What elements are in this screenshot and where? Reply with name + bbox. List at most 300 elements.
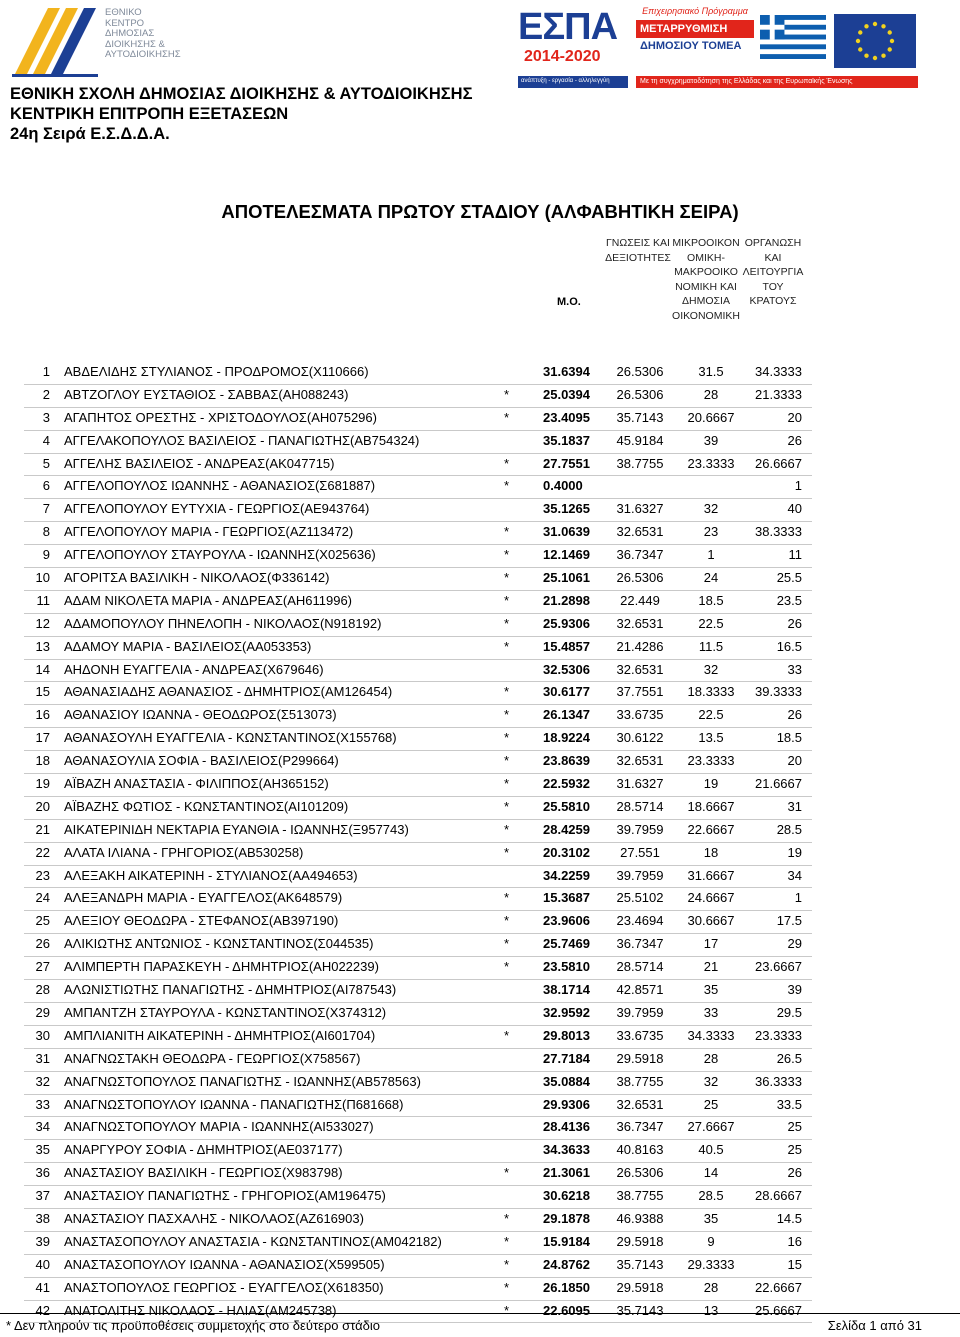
table-row: [24, 934, 812, 957]
eu-star-icon: [873, 22, 877, 26]
table-row: [24, 1232, 812, 1255]
column-header-line: ΝΟΜΙΚΗ ΚΑΙ: [675, 280, 737, 293]
row-number: 24: [35, 890, 50, 906]
score-state-organization: 20: [787, 409, 802, 425]
row-number: 14: [35, 661, 50, 677]
score-state-organization: 17.5: [776, 913, 802, 929]
logo-text-line: ΚΕΝΤΡΟ: [105, 17, 145, 29]
table-row: [24, 591, 812, 614]
score-state-organization: 16: [787, 1233, 802, 1249]
score-knowledge-skills: 25.5102: [616, 890, 664, 906]
row-number: 1: [42, 364, 50, 379]
row-number: 4: [42, 432, 50, 448]
column-header-line: ΚΡΑΤΟΥΣ: [749, 295, 797, 307]
score-economics-law: 24: [703, 570, 719, 586]
column-header-g2: [670, 236, 742, 323]
row-number: 40: [35, 1256, 50, 1272]
row-number: 15: [35, 684, 50, 700]
cofinance-strip: Με τη συγχρηματοδότηση της Ελλάδας και της Ευρωπαϊκής Ένωσης: [636, 76, 918, 88]
score-state-organization: 15: [787, 1256, 802, 1272]
espa-banner: [516, 6, 918, 90]
average-score: 25.0394: [543, 386, 590, 402]
eu-star-icon: [881, 24, 885, 28]
score-state-organization: 36.3333: [755, 1073, 802, 1089]
score-economics-law: 35: [703, 1210, 719, 1226]
row-number: 8: [42, 524, 50, 540]
average-score: 28.4259: [543, 821, 590, 837]
average-score: 31.0639: [543, 524, 590, 540]
score-state-organization: 11: [788, 547, 802, 563]
candidate-name: ΑΝΑΓΝΩΣΤΟΠΟΥΛΟΣ ΠΑΝΑΓΙΩΤΗΣ - ΙΩΑΝΝΗΣ(ΑΒ578563): [64, 1073, 421, 1089]
score-economics-law: 14: [703, 1165, 719, 1181]
score-knowledge-skills: 23.4694: [616, 913, 664, 929]
score-economics-law: 18.6667: [687, 798, 735, 814]
candidate-name: ΑΓΓΕΛΟΠΟΥΛΟΥ ΜΑΡΙΑ - ΓΕΩΡΓΙΟΣ(ΑΖ113472): [64, 524, 354, 540]
score-economics-law: 32: [703, 1073, 719, 1089]
average-score: 15.3687: [543, 890, 590, 906]
row-number: 29: [35, 1004, 50, 1020]
average-score: 26.1850: [543, 1279, 590, 1295]
score-economics-law: 21: [703, 959, 719, 975]
score-state-organization: 39: [787, 982, 802, 998]
row-number: 22: [35, 844, 50, 860]
score-economics-law: 28: [703, 1279, 719, 1295]
average-score: 15.9184: [543, 1233, 590, 1249]
series-name: 24η Σειρά Ε.Σ.Δ.Δ.Α.: [10, 125, 170, 143]
score-knowledge-skills: 26.5306: [616, 1165, 664, 1181]
average-score: 30.6177: [543, 684, 590, 700]
average-score: 23.9606: [543, 913, 590, 929]
ineligible-mark: *: [504, 638, 510, 654]
score-knowledge-skills: 37.7551: [616, 684, 664, 700]
ineligible-mark: *: [504, 547, 510, 563]
ineligible-mark: *: [504, 730, 510, 746]
score-state-organization: 40: [787, 501, 802, 517]
average-score: 34.2259: [543, 867, 590, 883]
candidate-name: ΑΔΑΜΟΠΟΥΛΟΥ ΠΗΝΕΛΟΠΗ - ΝΙΚΟΛΑΟΣ(Ν918192): [64, 615, 382, 631]
table-row: [24, 568, 812, 591]
column-header-line: ΜΙΚΡΟΟΙΚΟΝ: [672, 237, 740, 249]
row-number: 36: [35, 1165, 50, 1181]
table-row: [24, 1255, 812, 1278]
row-number: 26: [35, 936, 50, 952]
table-row: [24, 660, 812, 683]
table-row: [24, 522, 812, 545]
score-knowledge-skills: 36.7347: [616, 1119, 664, 1135]
ineligible-mark: *: [504, 1256, 510, 1272]
row-number: 33: [35, 1096, 50, 1112]
row-number: 23: [35, 867, 50, 883]
average-score: 30.6218: [543, 1188, 590, 1204]
table-row: [24, 1209, 812, 1232]
score-knowledge-skills: 33.6735: [616, 1027, 664, 1043]
candidate-name: ΑΗΔΟΝΗ ΕΥΑΓΓΕΛΙΑ - ΑΝΔΡΕΑΣ(Χ679646): [64, 661, 324, 677]
average-score: 23.4095: [543, 409, 590, 425]
score-knowledge-skills: 29.5918: [616, 1050, 664, 1066]
score-economics-law: 23: [703, 524, 719, 540]
row-number: 6: [42, 478, 50, 494]
table-row: [24, 362, 812, 385]
table-row: [24, 1072, 812, 1095]
score-economics-law: 20.6667: [687, 409, 735, 425]
footer-divider: [0, 1313, 960, 1314]
table-row: [24, 499, 812, 522]
candidate-name: ΑΘΑΝΑΣΙΑΔΗΣ ΑΘΑΝΑΣΙΟΣ - ΔΗΜΗΤΡΙΟΣ(ΑΜ126454): [64, 684, 393, 700]
score-economics-law: 40.5: [698, 1142, 724, 1158]
score-state-organization: 26: [787, 1165, 802, 1181]
average-score: 22.6095: [543, 1302, 590, 1318]
score-knowledge-skills: 35.7143: [616, 1302, 664, 1318]
candidate-name: ΑΙΚΑΤΕΡΙΝΙΔΗ ΝΕΚΤΑΡΙΑ ΕΥΑΝΘΙΑ - ΙΩΑΝΝΗΣ(Ξ957743): [64, 821, 409, 837]
score-economics-law: 18.5: [698, 592, 724, 608]
score-state-organization: 26: [787, 615, 802, 631]
candidate-name: ΑΝΑΣΤΑΣΙΟΥ ΠΑΣΧΑΛΗΣ - ΝΙΚΟΛΑΟΣ(ΑΖ616903): [64, 1210, 364, 1226]
row-number: 7: [42, 501, 50, 517]
candidate-name: ΑΓΓΕΛΟΠΟΥΛΟΥ ΕΥΤΥΧΙΑ - ΓΕΩΡΓΙΟΣ(ΑΕ943764): [64, 501, 370, 517]
score-economics-law: 28: [703, 1050, 719, 1066]
logo-text-line: ΑΥΤΟΔΙΟΙΚΗΣΗΣ: [105, 49, 181, 60]
score-knowledge-skills: 32.6531: [616, 753, 664, 769]
score-state-organization: 33.5: [776, 1096, 802, 1112]
score-knowledge-skills: 38.7755: [616, 455, 664, 471]
ineligible-mark: *: [504, 1302, 510, 1318]
ineligible-mark: *: [504, 1027, 510, 1043]
ineligible-mark: *: [504, 570, 510, 586]
ineligible-mark: *: [504, 821, 510, 837]
score-state-organization: 28.6667: [755, 1188, 802, 1204]
candidate-name: ΑΛΙΚΙΩΤΗΣ ΑΝΤΩΝΙΟΣ - ΚΩΝΣΤΑΝΤΙΝΟΣ(Σ044535): [64, 936, 374, 952]
score-state-organization: 25.5: [776, 570, 802, 586]
row-number: 42: [35, 1302, 50, 1318]
table-row: [24, 637, 812, 660]
eu-star-icon: [881, 54, 885, 58]
average-score: 24.8762: [543, 1256, 590, 1272]
average-score: 20.3102: [543, 844, 590, 860]
table-row: [24, 1003, 812, 1026]
score-economics-law: 39: [703, 432, 719, 448]
score-economics-law: 31.5: [698, 364, 724, 379]
score-knowledge-skills: 31.6327: [616, 776, 664, 792]
eu-star-icon: [888, 47, 892, 51]
row-number: 20: [35, 798, 50, 814]
eu-star-icon: [888, 30, 892, 34]
average-score: 29.9306: [543, 1096, 590, 1112]
score-state-organization: 29: [787, 936, 802, 952]
score-economics-law: 22.6667: [687, 821, 735, 837]
score-knowledge-skills: 36.7347: [616, 936, 664, 952]
score-knowledge-skills: 32.6531: [616, 524, 664, 540]
score-state-organization: 18.5: [776, 730, 802, 746]
score-knowledge-skills: 36.7347: [616, 547, 664, 563]
column-header-line: ΟΡΓΑΝΩΣΗ: [744, 237, 802, 249]
score-state-organization: 26.6667: [755, 455, 802, 471]
eu-star-icon: [864, 24, 868, 28]
logo-text-line: ΔΙΟΙΚΗΣΗΣ &: [105, 38, 165, 50]
ineligible-mark: *: [504, 844, 510, 860]
ineligible-mark: *: [504, 615, 510, 631]
ineligible-mark: *: [504, 913, 510, 929]
column-header-line: ΚΑΙ: [764, 251, 782, 264]
row-number: 19: [35, 776, 50, 792]
score-state-organization: 26.5: [776, 1050, 802, 1066]
candidate-name: ΑΛΕΞΙΟΥ ΘΕΟΔΩΡΑ - ΣΤΕΦΑΝΟΣ(ΑΒ397190): [64, 913, 339, 929]
score-state-organization: 23.3333: [755, 1027, 802, 1043]
score-economics-law: 22.5: [698, 615, 724, 631]
row-number: 12: [35, 615, 50, 631]
table-row: [24, 705, 812, 728]
logo-text: [105, 8, 181, 61]
candidate-name: ΑΔΑΜΟΥ ΜΑΡΙΑ - ΒΑΣΙΛΕΙΟΣ(ΑΑ053353): [64, 638, 312, 654]
score-knowledge-skills: 40.8163: [616, 1142, 664, 1158]
row-number: 41: [35, 1279, 50, 1295]
average-score: 32.5306: [543, 661, 590, 677]
score-economics-law: 35: [703, 982, 719, 998]
candidate-name: ΑΛΕΞΑΝΔΡΗ ΜΑΡΙΑ - ΕΥΑΓΓΕΛΟΣ(ΑΚ648579): [64, 890, 343, 906]
score-knowledge-skills: 42.8571: [616, 982, 664, 998]
score-economics-law: 18.3333: [687, 684, 735, 700]
ineligible-mark: *: [504, 1210, 510, 1226]
score-knowledge-skills: 45.9184: [616, 432, 664, 448]
ineligible-mark: *: [504, 959, 510, 975]
average-score: 26.1347: [543, 707, 590, 723]
score-economics-law: 13.5: [698, 730, 724, 746]
institution-name: ΕΘΝΙΚΗ ΣΧΟΛΗ ΔΗΜΟΣΙΑΣ ΔΙΟΙΚΗΣΗΣ & ΑΥΤΟΔΙΟΙΚΗΣΗΣ: [10, 85, 473, 103]
eu-star-icon: [858, 47, 862, 51]
candidate-name: ΑΪΒΑΖΗ ΑΝΑΣΤΑΣΙΑ - ΦΙΛΙΠΠΟΣ(ΑΗ365152): [64, 776, 329, 792]
score-knowledge-skills: 35.7143: [616, 409, 664, 425]
table-row: [24, 797, 812, 820]
column-header-line: ΤΟΥ: [762, 280, 784, 293]
program-top: Επιχειρησιακό Πρόγραμμα: [642, 6, 748, 16]
row-number: 2: [42, 386, 50, 402]
candidate-name: ΑΒΔΕΛΙΔΗΣ ΣΤΥΛΙΑΝΟΣ - ΠΡΟΔΡΟΜΟΣ(Χ110666): [64, 364, 369, 379]
score-economics-law: 30.6667: [687, 913, 735, 929]
candidate-name: ΑΓΟΡΙΤΣΑ ΒΑΣΙΛΙΚΗ - ΝΙΚΟΛΑΟΣ(Φ336142): [64, 570, 330, 586]
candidate-name: ΑΓΓΕΛΟΠΟΥΛΟΣ ΙΩΑΝΝΗΣ - ΑΘΑΝΑΣΙΟΣ(Σ681887): [64, 478, 376, 494]
score-economics-law: 24.6667: [687, 890, 735, 906]
row-number: 21: [35, 821, 50, 837]
table-row: [24, 614, 812, 637]
column-header-g3: [740, 236, 806, 309]
average-score: 25.7469: [543, 936, 590, 952]
score-state-organization: 28.5: [776, 821, 802, 837]
score-knowledge-skills: 27.551: [620, 844, 660, 860]
logo-text-line: ΔΗΜΟΣΙΑΣ: [105, 28, 155, 39]
score-knowledge-skills: 28.5714: [616, 798, 664, 814]
table-row: [24, 1026, 812, 1049]
score-economics-law: 19: [703, 776, 719, 792]
table-row: [24, 774, 812, 797]
ineligible-mark: *: [504, 707, 510, 723]
score-economics-law: 11.5: [698, 638, 724, 654]
score-knowledge-skills: 38.7755: [616, 1073, 664, 1089]
score-economics-law: 27.6667: [687, 1119, 735, 1135]
table-row: [24, 866, 812, 889]
score-state-organization: 16.5: [776, 638, 802, 654]
table-row: [24, 545, 812, 568]
program-mid: ΜΕΤΑΡΡΥΘΜΙΣΗ: [636, 20, 754, 38]
row-number: 30: [35, 1027, 50, 1043]
table-row: [24, 682, 812, 705]
average-score: 23.5810: [543, 959, 590, 975]
candidate-name: ΑΝΑΓΝΩΣΤΟΠΟΥΛΟΥ ΙΩΑΝΝΑ - ΠΑΝΑΓΙΩΤΗΣ(Π681668): [64, 1096, 404, 1112]
candidate-name: ΑΝΑΣΤΑΣΟΠΟΥΛΟΥ ΙΩΑΝΝΑ - ΑΘΑΝΑΣΙΟΣ(Χ599505): [64, 1256, 385, 1272]
score-state-organization: 21.3333: [755, 386, 802, 402]
column-header-line: ΛΕΙΤΟΥΡΓΙΑ: [742, 266, 804, 278]
row-number: 39: [35, 1233, 50, 1249]
table-row: [24, 980, 812, 1003]
score-economics-law: 34.3333: [687, 1027, 735, 1043]
average-score: 35.0884: [543, 1073, 590, 1089]
score-state-organization: 26: [787, 432, 802, 448]
column-header-line: ΟΜΙΚΗ-: [687, 251, 725, 264]
average-score: 35.1837: [543, 432, 590, 448]
score-economics-law: 32: [703, 501, 719, 517]
table-row: [24, 1186, 812, 1209]
score-state-organization: 1: [794, 478, 802, 494]
average-score: 15.4857: [543, 638, 590, 654]
score-economics-law: 1: [707, 547, 715, 563]
score-state-organization: 20: [787, 753, 802, 769]
score-state-organization: 34.3333: [755, 364, 802, 379]
score-state-organization: 26: [787, 707, 802, 723]
score-knowledge-skills: 30.6122: [616, 730, 664, 746]
score-economics-law: 28.5: [698, 1188, 724, 1204]
espa-title: ΕΣΠΑ: [518, 6, 618, 48]
average-score: 29.1878: [543, 1210, 590, 1226]
score-state-organization: 21.6667: [755, 776, 802, 792]
average-score: 12.1469: [543, 547, 590, 563]
eu-star-icon: [890, 39, 894, 43]
score-state-organization: 39.3333: [755, 684, 802, 700]
table-row: [24, 843, 812, 866]
score-economics-law: 23.3333: [687, 753, 735, 769]
candidate-name: ΑΘΑΝΑΣΙΟΥ ΙΩΑΝΝΑ - ΘΕΟΔΩΡΟΣ(Σ513073): [64, 707, 337, 723]
score-knowledge-skills: 26.5306: [616, 570, 664, 586]
candidate-name: ΑΔΑΜ ΝΙΚΟΛΕΤΑ ΜΑΡΙΑ - ΑΝΔΡΕΑΣ(ΑΗ611996): [64, 592, 353, 608]
row-number: 25: [35, 913, 50, 929]
score-knowledge-skills: 32.6531: [616, 1096, 664, 1112]
row-number: 28: [35, 982, 50, 998]
row-number: 34: [35, 1119, 50, 1135]
table-row: [24, 408, 812, 431]
score-economics-law: 28: [703, 386, 719, 402]
ineligible-mark: *: [504, 592, 510, 608]
candidate-name: ΑΓΓΕΛΗΣ ΒΑΣΙΛΕΙΟΣ - ΑΝΔΡΕΑΣ(ΑΚ047715): [64, 455, 335, 471]
ineligible-mark: *: [504, 1279, 510, 1295]
greek-flag-icon: [760, 14, 826, 60]
candidate-name: ΑΘΑΝΑΣΟΥΛΗ ΕΥΑΓΓΕΛΙΑ - ΚΩΝΣΤΑΝΤΙΝΟΣ(Χ155768): [64, 730, 397, 746]
column-header-line: ΔΗΜΟΣΙΑ: [682, 295, 730, 307]
ineligible-mark: *: [504, 386, 510, 402]
row-number: 32: [35, 1073, 50, 1089]
ekdda-emblem-icon: [8, 2, 108, 78]
ineligible-mark: *: [504, 478, 510, 494]
row-number: 9: [42, 547, 50, 563]
ineligible-mark: *: [504, 1233, 510, 1249]
score-state-organization: 19: [787, 844, 802, 860]
committee-name: ΚΕΝΤΡΙΚΗ ΕΠΙΤΡΟΠΗ ΕΞΕΤΑΣΕΩΝ: [10, 105, 289, 123]
program-logo: [636, 6, 754, 76]
eu-star-icon: [856, 39, 860, 43]
score-knowledge-skills: 46.9388: [616, 1210, 664, 1226]
eu-star-icon: [858, 30, 862, 34]
column-header-line: ΜΑΚΡΟΟΙΚΟ: [674, 266, 738, 278]
score-knowledge-skills: 28.5714: [616, 959, 664, 975]
table-row: [24, 1049, 812, 1072]
score-state-organization: 38.3333: [755, 524, 802, 540]
score-knowledge-skills: 26.5306: [616, 364, 664, 379]
column-header-line: ΔΕΞΙΟΤΗΤΕΣ: [605, 251, 671, 264]
score-economics-law: 31.6667: [687, 867, 735, 883]
score-knowledge-skills: 21.4286: [616, 638, 664, 654]
table-row: [24, 728, 812, 751]
average-score: 25.5810: [543, 798, 590, 814]
score-knowledge-skills: 32.6531: [616, 615, 664, 631]
table-row: [24, 385, 812, 408]
program-bottom: ΔΗΜΟΣΙΟΥ ΤΟΜΕΑ: [640, 40, 742, 52]
column-header-mo: Μ.Ο.: [557, 296, 581, 308]
average-score: 27.7184: [543, 1050, 590, 1066]
score-economics-law: 23.3333: [687, 455, 735, 471]
ineligible-mark: *: [504, 936, 510, 952]
score-knowledge-skills: 39.7959: [616, 867, 664, 883]
row-number: 38: [35, 1210, 50, 1226]
candidate-name: ΑΜΠΑΝΤΖΗ ΣΤΑΥΡΟΥΛΑ - ΚΩΝΣΤΑΝΤΙΝΟΣ(Χ374312): [64, 1004, 387, 1020]
institution-header: [10, 84, 472, 144]
ineligible-mark: *: [504, 684, 510, 700]
ineligible-mark: *: [504, 455, 510, 471]
score-knowledge-skills: 31.6327: [616, 501, 664, 517]
row-number: 3: [42, 409, 50, 425]
score-knowledge-skills: 33.6735: [616, 707, 664, 723]
row-number: 11: [36, 592, 50, 608]
candidate-name: ΑΝΑΣΤΟΠΟΥΛΟΣ ΓΕΩΡΓΙΟΣ - ΕΥΑΓΓΕΛΟΣ(Χ618350): [64, 1279, 384, 1295]
candidate-name: ΑΘΑΝΑΣΟΥΛΙΑ ΣΟΦΙΑ - ΒΑΣΙΛΕΙΟΣ(Ρ299664): [64, 753, 339, 769]
score-economics-law: 9: [707, 1233, 715, 1249]
score-knowledge-skills: 38.7755: [616, 1188, 664, 1204]
average-score: 35.1265: [543, 501, 590, 517]
score-state-organization: 31: [787, 798, 802, 814]
average-score: 21.2898: [543, 592, 590, 608]
ineligible-mark: *: [504, 753, 510, 769]
candidate-name: ΑΛΑΤΑ ΙΛΙΑΝΑ - ΓΡΗΓΟΡΙΟΣ(ΑΒ530258): [64, 844, 304, 860]
candidate-name: ΑΓΑΠΗΤΟΣ ΟΡΕΣΤΗΣ - ΧΡΙΣΤΟΔΟΥΛΟΣ(ΑΗ075296): [64, 409, 377, 425]
table-row: [24, 751, 812, 774]
column-header-g1: [604, 236, 672, 265]
espa-logo: [516, 6, 630, 76]
average-score: 28.4136: [543, 1119, 590, 1135]
row-number: 37: [35, 1188, 50, 1204]
table-row: [24, 820, 812, 843]
candidate-name: ΑΓΓΕΛΑΚΟΠΟΥΛΟΣ ΒΑΣΙΛΕΙΟΣ - ΠΑΝΑΓΙΩΤΗΣ(ΑΒ754324): [64, 432, 420, 448]
table-row: [24, 1163, 812, 1186]
average-score: 22.5932: [543, 776, 590, 792]
ineligible-mark: *: [504, 890, 510, 906]
score-state-organization: 25.6667: [755, 1302, 802, 1318]
candidate-name: ΑΝΑΣΤΑΣΙΟΥ ΠΑΝΑΓΙΩΤΗΣ - ΓΡΗΓΟΡΙΟΣ(ΑΜ196475): [64, 1188, 386, 1204]
row-number: 13: [35, 638, 50, 654]
row-number: 16: [35, 707, 50, 723]
score-knowledge-skills: 39.7959: [616, 1004, 664, 1020]
page-number: Σελίδα 1 από 31: [827, 1318, 922, 1333]
eu-star-icon: [873, 56, 877, 60]
score-knowledge-skills: 35.7143: [616, 1256, 664, 1272]
page-title: ΑΠΟΤΕΛΕΣΜΑΤΑ ΠΡΩΤΟΥ ΣΤΑΔΙΟΥ (ΑΛΦΑΒΗΤΙΚΗ ΣΕΙΡΑ): [221, 201, 739, 222]
average-score: 32.9592: [543, 1004, 590, 1020]
score-state-organization: 33: [787, 661, 802, 677]
table-row: [24, 911, 812, 934]
